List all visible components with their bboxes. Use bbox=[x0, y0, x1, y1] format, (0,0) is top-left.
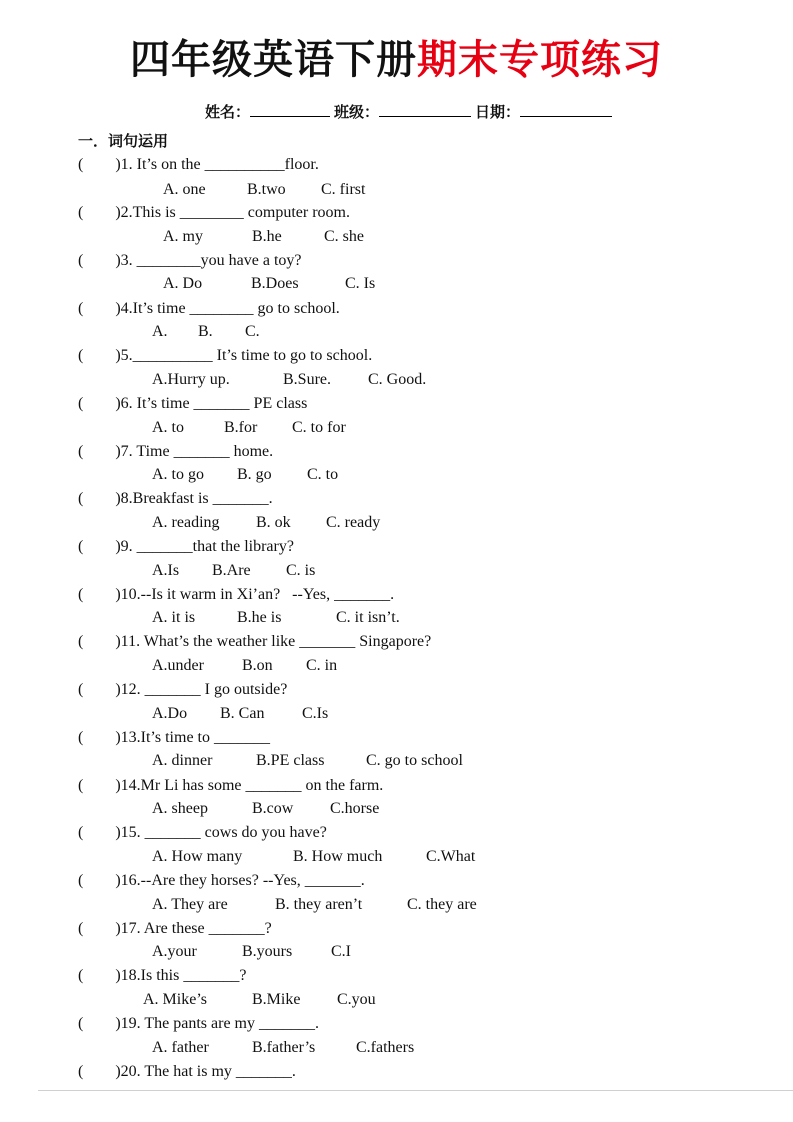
options-17 bbox=[152, 943, 351, 961]
option-c[interactable]: C. Good. bbox=[368, 371, 427, 388]
option-c[interactable]: C. in bbox=[306, 657, 338, 674]
option-b[interactable]: B.for bbox=[224, 419, 258, 436]
option-c[interactable]: C. it isn’t. bbox=[336, 609, 400, 626]
option-b[interactable]: B.Sure. bbox=[283, 371, 331, 388]
option-b[interactable]: B.Does bbox=[251, 275, 299, 292]
options-15 bbox=[152, 848, 475, 866]
question-12: ( )12. _______ I go outside? bbox=[78, 681, 288, 698]
option-a[interactable]: A. one bbox=[163, 181, 206, 198]
question-18: ( )18.Is this _______? bbox=[78, 967, 247, 984]
option-c[interactable]: C.Is bbox=[302, 705, 329, 722]
option-a[interactable]: A.your bbox=[152, 943, 197, 960]
option-b[interactable]: B.PE class bbox=[256, 752, 325, 769]
question-2: ( )2.This is ________ computer room. bbox=[78, 204, 350, 221]
option-c[interactable]: C.you bbox=[337, 991, 376, 1008]
options-11 bbox=[152, 657, 337, 675]
option-a[interactable]: A. sheep bbox=[152, 800, 208, 817]
option-c[interactable]: C. first bbox=[321, 181, 366, 198]
question-5: ( )5.__________ It’s time to go to school. bbox=[78, 347, 373, 364]
option-c[interactable]: C. Is bbox=[345, 275, 376, 292]
option-c[interactable]: C. go to school bbox=[366, 752, 463, 769]
option-b[interactable]: B.cow bbox=[252, 800, 294, 817]
option-c[interactable]: C. to bbox=[307, 466, 339, 483]
option-b[interactable]: B. How much bbox=[293, 848, 383, 865]
option-a[interactable]: A. reading bbox=[152, 514, 220, 531]
question-4: ( )4.It’s time ________ go to school. bbox=[78, 300, 340, 317]
option-b[interactable]: B. Can bbox=[220, 705, 265, 722]
option-a[interactable]: A. bbox=[152, 323, 168, 340]
option-c[interactable]: C. bbox=[245, 323, 260, 340]
option-a[interactable]: A. to bbox=[152, 419, 184, 436]
option-a[interactable]: A.Do bbox=[152, 705, 188, 722]
date-blank[interactable] bbox=[520, 102, 612, 117]
option-c[interactable]: C. ready bbox=[326, 514, 381, 531]
class-blank[interactable] bbox=[379, 102, 471, 117]
options-9 bbox=[152, 562, 315, 580]
options-16 bbox=[152, 896, 477, 914]
options-14 bbox=[152, 800, 379, 818]
option-c[interactable]: C.fathers bbox=[356, 1039, 415, 1056]
options-12 bbox=[152, 705, 328, 723]
option-b[interactable]: B. bbox=[198, 323, 213, 340]
option-a[interactable]: A. Do bbox=[163, 275, 203, 292]
option-b[interactable]: B.on bbox=[242, 657, 273, 674]
page-divider bbox=[38, 1090, 793, 1091]
options-4 bbox=[152, 323, 260, 341]
option-a[interactable]: A. father bbox=[152, 1039, 209, 1056]
name-blank[interactable] bbox=[250, 102, 330, 117]
class-label: 班级： bbox=[334, 103, 380, 121]
option-a[interactable]: A. How many bbox=[152, 848, 243, 865]
option-a[interactable]: A. They are bbox=[152, 896, 228, 913]
option-b[interactable]: B.he bbox=[252, 228, 282, 245]
question-3: ( )3. ________you have a toy? bbox=[78, 252, 302, 269]
options-5 bbox=[152, 371, 426, 389]
options-6 bbox=[152, 419, 346, 437]
option-b[interactable]: B.father’s bbox=[252, 1039, 316, 1056]
option-a[interactable]: A.under bbox=[152, 657, 204, 674]
question-11: ( )11. What’s the weather like _______ Singapore? bbox=[78, 633, 432, 650]
option-a[interactable]: A.Hurry up. bbox=[152, 371, 230, 388]
option-b[interactable]: B. they aren’t bbox=[275, 896, 363, 913]
option-b[interactable]: B. go bbox=[237, 466, 272, 483]
question-13: ( )13.It’s time to _______ bbox=[78, 729, 270, 746]
option-c[interactable]: C. she bbox=[324, 228, 364, 245]
option-b[interactable]: B.Mike bbox=[252, 991, 301, 1008]
option-b[interactable]: B.he is bbox=[237, 609, 282, 626]
option-a[interactable]: A.Is bbox=[152, 562, 180, 579]
option-b[interactable]: B.two bbox=[247, 181, 286, 198]
option-a[interactable]: A. Mike’s bbox=[143, 991, 207, 1008]
options-10 bbox=[152, 609, 400, 627]
question-7: ( )7. Time _______ home. bbox=[78, 443, 274, 460]
title-red: 期末专项练习 bbox=[417, 37, 663, 83]
option-b[interactable]: B. ok bbox=[256, 514, 291, 531]
options-7 bbox=[152, 466, 338, 484]
question-10: ( )10.--Is it warm in Xi’an? --Yes, _______. bbox=[78, 586, 395, 603]
title-black: 四年级英语下册 bbox=[130, 37, 417, 83]
option-a[interactable]: A. it is bbox=[152, 609, 196, 626]
option-c[interactable]: C. is bbox=[286, 562, 316, 579]
options-8 bbox=[152, 514, 380, 532]
option-a[interactable]: A. dinner bbox=[152, 752, 213, 769]
page-title bbox=[0, 28, 793, 85]
question-20: ( )20. The hat is my _______. bbox=[78, 1063, 296, 1080]
option-c[interactable]: C.What bbox=[426, 848, 476, 865]
options-1 bbox=[163, 181, 365, 199]
option-b[interactable]: B.yours bbox=[242, 943, 293, 960]
option-a[interactable]: A. my bbox=[163, 228, 203, 245]
student-info-line bbox=[205, 101, 616, 122]
options-18 bbox=[143, 991, 376, 1009]
question-15: ( )15. _______ cows do you have? bbox=[78, 824, 327, 841]
option-a[interactable]: A. to go bbox=[152, 466, 204, 483]
question-19: ( )19. The pants are my _______. bbox=[78, 1015, 319, 1032]
question-9: ( )9. _______that the library? bbox=[78, 538, 294, 555]
options-3 bbox=[163, 275, 375, 293]
option-c[interactable]: C. they are bbox=[407, 896, 477, 913]
question-8: ( )8.Breakfast is _______. bbox=[78, 490, 273, 507]
options-13 bbox=[152, 752, 463, 770]
question-16: ( )16.--Are they horses? --Yes, _______. bbox=[78, 872, 365, 889]
options-2 bbox=[163, 228, 364, 246]
option-b[interactable]: B.Are bbox=[212, 562, 251, 579]
option-c[interactable]: C.horse bbox=[330, 800, 380, 817]
question-17: ( )17. Are these _______? bbox=[78, 920, 272, 937]
question-6: ( )6. It’s time _______ PE class bbox=[78, 395, 308, 412]
question-14: ( )14.Mr Li has some _______ on the farm. bbox=[78, 777, 384, 794]
name-label: 姓名： bbox=[205, 103, 251, 121]
option-c[interactable]: C. to for bbox=[292, 419, 346, 436]
option-c[interactable]: C.I bbox=[331, 943, 351, 960]
options-19 bbox=[152, 1039, 414, 1057]
date-label: 日期： bbox=[475, 103, 521, 121]
section-heading: 一．词句运用 bbox=[78, 132, 169, 150]
question-1: ( )1. It’s on the __________floor. bbox=[78, 156, 319, 173]
